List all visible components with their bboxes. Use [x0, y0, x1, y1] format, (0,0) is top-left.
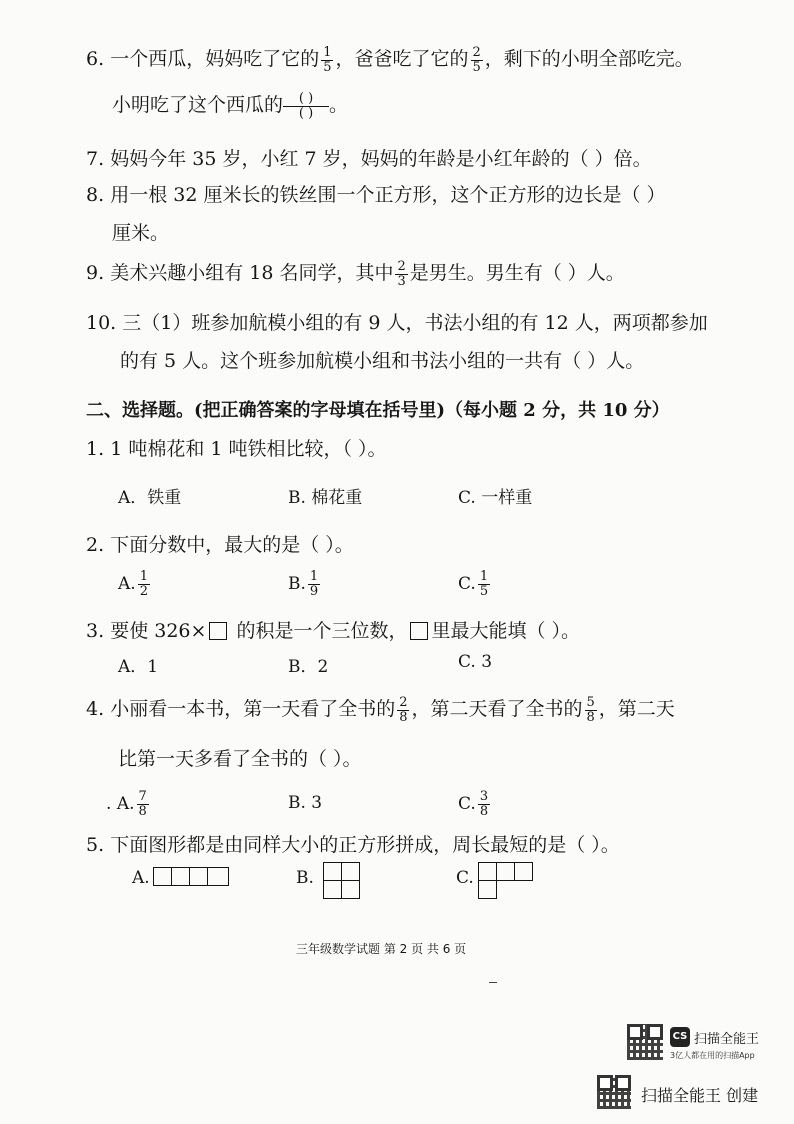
choice-question-4-line2: 比第一天多看了全书的（ ）。: [118, 748, 362, 770]
option-c[interactable]: C. 一样重: [458, 488, 533, 508]
question-8-line2: 厘米。: [112, 222, 170, 244]
option-b[interactable]: B. 棉花重: [288, 488, 363, 508]
question-text: 一个西瓜，妈妈吃了它的: [110, 48, 320, 70]
question-text: 要使 326×: [110, 620, 207, 642]
option-c[interactable]: C.: [456, 868, 474, 888]
option-b[interactable]: B. $\frac{1}{9}$: [288, 569, 319, 599]
question-number: 10.: [86, 312, 117, 334]
question-6-line2: 小明吃了这个西瓜的 ( ) ( ) 。: [112, 90, 349, 121]
question-text: 是男生。男生有（ ）人。: [409, 262, 625, 284]
question-10: [86, 308, 708, 335]
brand-name: 扫描全能王: [694, 1032, 760, 1047]
question-text: 1 吨棉花和 1 吨铁相比较，（ ）。: [110, 438, 387, 460]
option-a[interactable]: A．1: [118, 657, 159, 677]
question-number: 7.: [86, 148, 105, 170]
question-text: 美术兴趣小组有 18 名同学，其中: [110, 262, 394, 284]
fraction: $\frac{5}{8}$: [586, 694, 595, 725]
question-number: 8.: [86, 184, 105, 206]
fraction: $\frac{1}{5}$: [479, 569, 489, 599]
question-8: [86, 180, 666, 207]
page-footer: 三年级数学试题 第 2 页 共 6 页: [296, 942, 467, 956]
blank-square-box[interactable]: [410, 622, 428, 640]
option-c[interactable]: C. $\frac{3}{8}$: [458, 789, 489, 819]
fraction: $\frac{2}{5}$: [472, 44, 481, 75]
choice-question-1: [86, 434, 387, 461]
question-text: ，剩下的小明全部吃完。: [484, 48, 694, 70]
question-7: [86, 144, 652, 171]
question-number: 3.: [86, 620, 105, 642]
question-6-line1: [86, 44, 694, 75]
option-b[interactable]: B. 3: [288, 793, 323, 813]
fraction: $\frac{1}{5}$: [323, 44, 332, 75]
question-text: 下面图形都是由同样大小的正方形拼成，周长最短的是（ ）。: [110, 834, 620, 856]
option-a[interactable]: A. $\frac{1}{2}$: [118, 569, 148, 599]
qr-code-icon: [627, 1024, 663, 1060]
blank-square-box[interactable]: [209, 622, 227, 640]
question-text: 下面分数中，最大的是（ ）。: [110, 534, 354, 556]
question-text: 用一根 32 厘米长的铁丝围一个正方形，这个正方形的边长是（ ）: [110, 184, 666, 206]
question-10-line2: 的有 5 人。这个班参加航模小组和书法小组的一共有（ ）人。: [120, 350, 645, 372]
option-c[interactable]: C. $\frac{1}{5}$: [458, 569, 489, 599]
fraction: $\frac{2}{8}$: [399, 694, 408, 725]
question-text: 小明吃了这个西瓜的: [112, 94, 284, 116]
choice-question-5: [86, 830, 620, 857]
question-number: 2.: [86, 534, 105, 556]
option-a[interactable]: . A. $\frac{7}{8}$: [106, 789, 147, 819]
fraction: $\frac{2}{3}$: [397, 258, 406, 289]
question-text: 小丽看一本书，第一天看了全书的: [110, 698, 396, 720]
question-number: 1.: [86, 438, 105, 460]
camscanner-logo-icon: CS: [670, 1027, 690, 1047]
option-a[interactable]: A．铁重: [118, 488, 182, 508]
brand-tagline: 3亿人都在用的扫描App: [670, 1051, 755, 1060]
question-9: [86, 258, 625, 289]
fraction: $\frac{1}{2}$: [139, 569, 148, 599]
option-b[interactable]: B.: [296, 868, 314, 888]
choice-question-3: 3. 要使 326× 的积是一个三位数， 里最大能填（ ）。: [86, 620, 581, 642]
question-number: 4.: [86, 698, 105, 720]
fraction: $\frac{7}{8}$: [138, 789, 147, 819]
divider: [489, 982, 497, 983]
question-number: 9.: [86, 262, 105, 284]
watermark-text: 扫描全能王 创建: [641, 1086, 759, 1105]
qr-code-icon: [597, 1075, 631, 1109]
fraction: $\frac{1}{9}$: [309, 569, 319, 599]
choice-question-4: 4. 小丽看一本书，第一天看了全书的 $\frac{2}{8}$ ，第二天看了全书的 $\frac{5}{8}$ ，第二天: [86, 694, 675, 725]
section-title: 二、选择题。(把正确答案的字母填在括号里)（每小题 2 分，共 10 分）: [86, 400, 670, 421]
option-a[interactable]: A.: [132, 868, 150, 888]
question-number: 6.: [86, 48, 105, 70]
question-text: 三（1）班参加航模小组的有 9 人，书法小组的有 12 人，两项都参加: [122, 312, 708, 334]
question-text: 妈妈今年 35 岁，小红 7 岁，妈妈的年龄是小红年龄的（ ）倍。: [110, 148, 652, 170]
question-text: ，爸爸吃了它的: [335, 48, 469, 70]
question-number: 5.: [86, 834, 105, 856]
choice-question-2: [86, 530, 354, 557]
option-c[interactable]: C. 3: [458, 652, 493, 672]
fraction: $\frac{3}{8}$: [479, 789, 489, 819]
answer-blank-fraction[interactable]: ( ) ( ): [283, 92, 329, 121]
option-b[interactable]: B．2: [288, 657, 329, 677]
